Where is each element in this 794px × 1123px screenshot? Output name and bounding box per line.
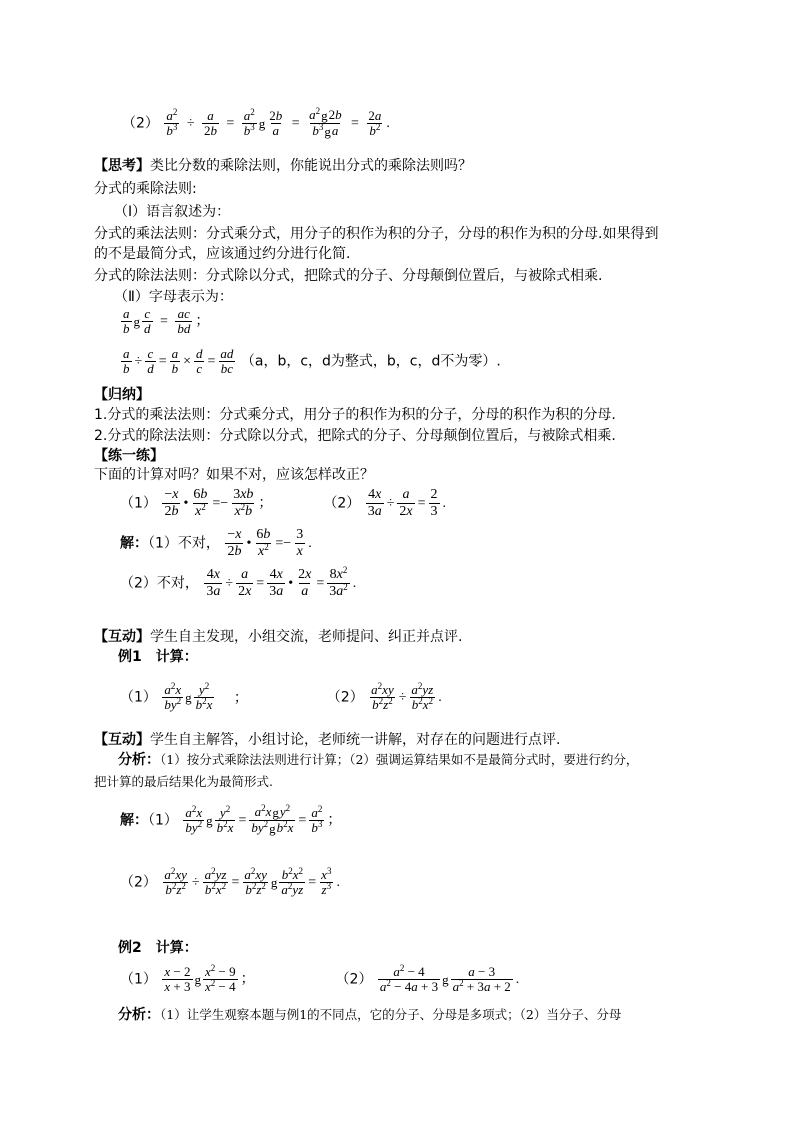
fraction: $\frac{ac}{bd}$ <box>177 306 191 336</box>
practice-p1-label: （1） <box>120 495 157 512</box>
fraction: $\frac{c}{d}$ <box>147 346 154 376</box>
ex1-p2-label: （2） <box>326 689 364 706</box>
mul-rule-line2: 的不是最简分式，应该通过约分进行化简. <box>94 246 351 262</box>
practice-solution-2: （2）不对， $\frac{4x}{3a}$ ÷ $\frac{a}{2x}$ = $\frac{4x}{3a}$ • $\frac{2x}{a}$ = $\frac{8x^2}{3a^2}$ . <box>120 565 357 599</box>
fraction: $\frac{2x}{a}$ <box>298 567 312 599</box>
fraction: $\frac{a}{2x}$ <box>238 567 252 599</box>
fraction: $\frac{3xb}{x^2b}$ <box>233 487 254 519</box>
practice-head: 【练一练】 <box>94 448 164 464</box>
fraction: $\frac{ad}{bc}$ <box>220 346 234 376</box>
rules-verbal: （Ⅰ）语言叙述为： <box>114 204 231 220</box>
fraction: $\frac{8x^2}{3a^2}$ <box>329 565 348 599</box>
interact-1 <box>94 628 462 646</box>
fraction: $\frac{a}{b}$ <box>123 346 130 376</box>
fraction: $\frac{a^2xy}{b^2z^2}$ <box>164 866 187 897</box>
fraction: $\frac{2b}{a}$ <box>269 108 283 139</box>
fraction: $\frac{a}{2b}$ <box>203 108 217 139</box>
analysis-2-head: 分析： <box>118 1007 160 1023</box>
fraction: $\frac{-x}{2b}$ <box>164 487 179 519</box>
practice-sol-label: 解： <box>120 535 148 552</box>
fraction: $\frac{b^2x^2}{a^2yz}$ <box>281 866 304 897</box>
div-formula: $\frac{a}{b}$ ÷ $\frac{c}{d}$ = $\frac{a}{b}$ × $\frac{d}{c}$ = $\frac{ad}{bc}$ （a，b，c，d为整式，b，c，d不为零）. <box>123 346 501 376</box>
fraction: $\frac{a^2yz}{b^2x^2}$ <box>411 681 434 712</box>
example-1-problems: （1） $\frac{a^2x}{by^2}$ g $\frac{y^2}{b^2x}$ ； （2） $\frac{a^2xy}{b^2z^2}$ ÷ $\frac{a^2yz}{b^2x^2}$ . <box>120 681 442 712</box>
ex1-sol-label: 解： <box>120 812 148 829</box>
fraction: $\frac{4x}{3a}$ <box>269 567 284 599</box>
formula-condition: （a，b，c，d为整式，b，c，d不为零）. <box>240 353 501 370</box>
ex2-p2-label: （2） <box>335 971 373 988</box>
fraction: $\frac{a^2yz}{b^2x^2}$ <box>204 866 227 897</box>
example-2-problems: （1） $\frac{x - 2}{x + 3}$ g $\frac{x^2 - 9}{x^2 - 4}$ ； （2） $\frac{a^2 - 4}{a^2 - 4a + 3}$ g $\frac{a - 3}{a^2 + 3a + 2}$ . <box>120 963 520 994</box>
fraction: $\frac{a^2xy}{b^2z^2}$ <box>244 866 267 897</box>
ex1-semicolon: ； <box>233 689 248 706</box>
interact-2 <box>94 731 560 749</box>
interact-2-text: 学生自主解答，小组讨论，老师统一讲解，对存在的问题进行点评. <box>150 732 561 748</box>
fraction: $\frac{a^2x}{by^2}$ <box>164 681 182 712</box>
fraction: $\frac{6b}{x^2}$ <box>193 487 208 519</box>
fraction: $\frac{a^2xy}{b^2z^2}$ <box>371 681 394 712</box>
fraction: $\frac{4x}{3a}$ <box>367 487 382 519</box>
ex1-solution-2: （2） $\frac{a^2xy}{b^2z^2}$ ÷ $\frac{a^2yz}{b^2x^2}$ = $\frac{a^2xy}{b^2z^2}$ g $\frac{b^2x^2}{a^2yz}$ = $\frac{x^3}{z^3}$ . <box>120 866 340 897</box>
summary-head: 【归纳】 <box>94 387 150 403</box>
analysis-1-line2: 把计算的最后结果化为最简形式. <box>94 774 273 789</box>
fraction: $\frac{x^2 - 9}{x^2 - 4}$ <box>205 963 236 994</box>
fraction: $\frac{a}{b}$ <box>123 306 130 336</box>
fraction: $\frac{a}{b}$ <box>171 346 179 376</box>
mul-formula: $\frac{a}{b}$ g $\frac{c}{d}$ = $\frac{ac}{bd}$ ； <box>123 306 210 336</box>
practice-solution-1: 解：（1）不对， $\frac{-x}{2b}$ • $\frac{6b}{x^2}$ =− $\frac{3}{x}$ . <box>120 527 312 559</box>
ex1-sol-p1: （1） <box>148 812 178 829</box>
fraction: $\frac{c}{d}$ <box>144 306 151 336</box>
summary-item-2: 2.分式的除法法则：分式除以分式，把除式的分子、分母颠倒位置后，与被除式相乘. <box>94 428 616 444</box>
practice-question: 下面的计算对吗？如果不对，应该怎样改正？ <box>94 467 374 483</box>
mul-rule-line1: 分式的乘法法则：分式乘分式，用分子的积作为积的分子，分母的积作为积的分母.如果得到 <box>94 226 659 242</box>
fraction: $\frac{a}{2x}$ <box>399 487 413 519</box>
fraction: $\frac{6b}{x^2}$ <box>256 527 271 559</box>
think-text: 类比分数的乘除法则，你能说出分式的乘除法则吗？ <box>150 158 472 174</box>
fraction: $\frac{y^2}{b^2x}$ <box>195 681 213 712</box>
practice-p2-label: （2） <box>323 495 361 512</box>
fraction: $\frac{4x}{3a}$ <box>206 567 221 599</box>
div-rule-line: 分式的除法法则：分式除以分式，把除式的分子、分母颠倒位置后，与被除式相乘. <box>94 268 603 284</box>
example-1-title: 例1 计算： <box>118 649 198 665</box>
interact-1-head: 【互动】 <box>94 629 150 645</box>
fraction: $\frac{x - 2}{x + 3}$ <box>164 964 191 994</box>
rules-letters: （Ⅱ）字母表示为： <box>114 289 233 305</box>
fraction: $\frac{a^2 - 4}{a^2 - 4a + 3}$ <box>379 963 439 994</box>
ex1-sol-p2: （2） <box>120 874 157 891</box>
practice-sol2-text: （2）不对， <box>120 575 199 592</box>
fraction: $\frac{a - 3}{a^2 + 3a + 2}$ <box>452 964 511 994</box>
practice-problems: （1） $\frac{-x}{2b}$ • $\frac{6b}{x^2}$ =− $\frac{3xb}{x^2b}$ ； （2） $\frac{4x}{3a}$ ÷ $\frac{a}{2x}$ = $\frac{2}{3}$ . <box>120 487 447 519</box>
fraction: $\frac{2}{3}$ <box>430 487 438 519</box>
interact-2-head: 【互动】 <box>94 732 150 748</box>
analysis-1-text1: （1）按分式乘除法法则进行计算；（2）强调运算结果如不是最简分式时，要进行约分， <box>160 752 639 767</box>
fraction: $\frac{a^2}{b^3}$ <box>166 107 178 139</box>
fraction: $\frac{a^2}{b^3}$ <box>243 107 255 139</box>
summary-item-1: 1.分式的乘法法则：分式乘分式，用分子的积作为积的分子，分母的积作为积的分母. <box>94 407 616 423</box>
fraction: $a^2xgy^2$ $by^2gb^2x$ <box>251 803 294 837</box>
analysis-2-text1: （1）让学生观察本题与例1的不同点，它的分子、分母是多项式；（2）当分子、分母 <box>160 1007 622 1022</box>
fraction: $\frac{d}{c}$ <box>196 346 203 376</box>
think-line <box>94 157 472 175</box>
think-head: 【思考】 <box>94 158 150 174</box>
analysis-1-line1 <box>118 751 638 769</box>
analysis-1-head: 分析： <box>118 752 160 768</box>
fraction: $\frac{-x}{2b}$ <box>227 527 242 559</box>
interact-1-text: 学生自主发现，小组交流，老师提问、纠正并点评. <box>150 629 463 645</box>
ex1-solution-1: 解：（1） $\frac{a^2x}{by^2}$ g $\frac{y^2}{b^2x}$ = $a^2xgy^2$ $by^2gb^2x$ = $\frac{a^2}{b^3}$ ； <box>120 803 342 837</box>
ex2-p1-label: （1） <box>120 971 157 988</box>
top-example-2: （2） $\frac{a^2}{b^3}$ ÷ $\frac{a}{2b}$ = $\frac{a^2}{b^3}$ g $\frac{2b}{a}$ = $\frac{a^2g2b}{b^3ga}$ = $\frac{2a}{b^2}$ . <box>122 106 390 140</box>
fraction: $\frac{y^2}{b^2x}$ <box>216 804 234 836</box>
analysis-2-line1 <box>118 1006 621 1024</box>
rules-title: 分式的乘除法则: <box>94 181 197 197</box>
fraction: $\frac{3}{x}$ <box>296 527 304 559</box>
ex1-p1-label: （1） <box>120 689 157 706</box>
fraction: $\frac{a^2g2b}{b^3ga}$ <box>309 106 342 140</box>
fraction: $\frac{a^2}{b^3}$ <box>311 804 323 836</box>
practice-sol1-text: （1）不对， <box>148 535 220 552</box>
fraction: $\frac{a^2x}{by^2}$ <box>185 804 203 836</box>
fraction: $\frac{x^3}{z^3}$ <box>321 866 332 897</box>
fraction: $\frac{2a}{b^2}$ <box>368 108 382 139</box>
example-2-title: 例2 计算： <box>118 940 198 956</box>
top-label: （2） <box>122 115 159 132</box>
